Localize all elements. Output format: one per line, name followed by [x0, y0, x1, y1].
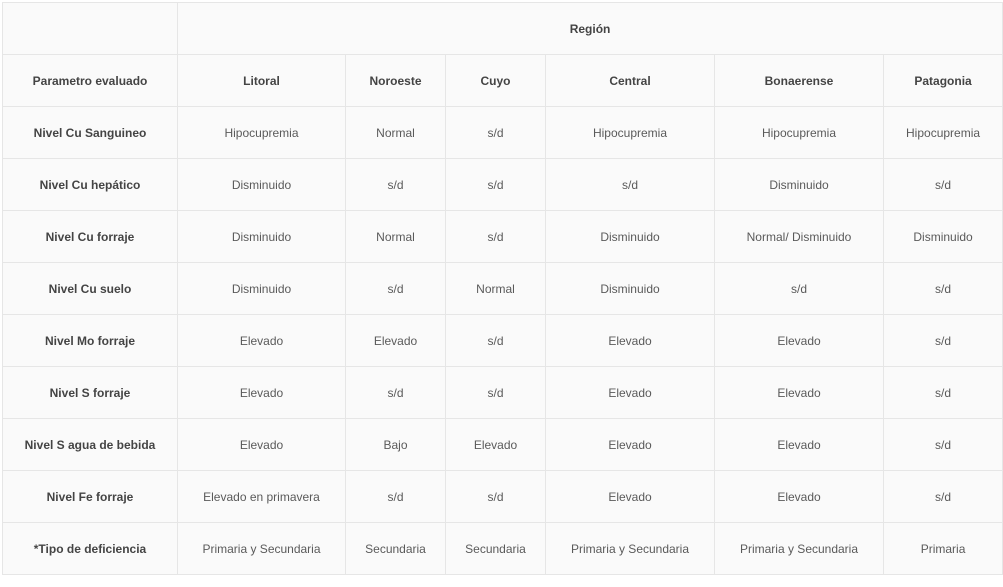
cell-litoral: Disminuido	[178, 159, 346, 211]
row-header-cell: Nivel Cu Sanguineo	[3, 107, 178, 159]
row-header-cell: Nivel Cu forraje	[3, 211, 178, 263]
table-row	[3, 159, 1003, 211]
column-header-patagonia: Patagonia	[884, 55, 1003, 107]
cell-bonaerense: Elevado	[715, 471, 884, 523]
cell-cuyo: Elevado	[446, 419, 546, 471]
column-header-bonaerense: Bonaerense	[715, 55, 884, 107]
cell-central: Primaria y Secundaria	[546, 523, 715, 575]
cell-cuyo: Secundaria	[446, 523, 546, 575]
cell-cuyo: s/d	[446, 315, 546, 367]
cell-central: Elevado	[546, 471, 715, 523]
table-row	[3, 211, 1003, 263]
cell-central: Elevado	[546, 315, 715, 367]
cell-noroeste: s/d	[346, 159, 446, 211]
cell-patagonia: s/d	[884, 471, 1003, 523]
cell-litoral: Hipocupremia	[178, 107, 346, 159]
table-row	[3, 315, 1003, 367]
cell-bonaerense: Normal/ Disminuido	[715, 211, 884, 263]
cell-noroeste: Normal	[346, 107, 446, 159]
row-header-cell: Nivel Cu hepático	[3, 159, 178, 211]
cell-cuyo: s/d	[446, 471, 546, 523]
cell-patagonia: s/d	[884, 263, 1003, 315]
cell-bonaerense: Hipocupremia	[715, 107, 884, 159]
row-header-cell: Nivel Cu suelo	[3, 263, 178, 315]
table-body	[3, 107, 1003, 575]
group-header-row	[3, 3, 1003, 55]
cell-patagonia: s/d	[884, 367, 1003, 419]
cell-cuyo: Normal	[446, 263, 546, 315]
cell-bonaerense: Elevado	[715, 315, 884, 367]
cell-noroeste: Bajo	[346, 419, 446, 471]
cell-central: Hipocupremia	[546, 107, 715, 159]
cell-patagonia: Primaria	[884, 523, 1003, 575]
cell-patagonia: s/d	[884, 419, 1003, 471]
cell-bonaerense: Elevado	[715, 367, 884, 419]
cell-bonaerense: Disminuido	[715, 159, 884, 211]
cell-patagonia: Disminuido	[884, 211, 1003, 263]
cell-central: Elevado	[546, 419, 715, 471]
cell-litoral: Primaria y Secundaria	[178, 523, 346, 575]
cell-patagonia: Hipocupremia	[884, 107, 1003, 159]
cell-noroeste: Secundaria	[346, 523, 446, 575]
cell-noroeste: s/d	[346, 367, 446, 419]
column-header-parametro: Parametro evaluado	[3, 55, 178, 107]
cell-central: s/d	[546, 159, 715, 211]
cell-central: Elevado	[546, 367, 715, 419]
cell-bonaerense: s/d	[715, 263, 884, 315]
cell-cuyo: s/d	[446, 159, 546, 211]
column-header-row	[3, 55, 1003, 107]
region-parameter-table	[2, 2, 1003, 575]
row-header-cell: Nivel Mo forraje	[3, 315, 178, 367]
cell-litoral: Elevado	[178, 367, 346, 419]
row-header-cell: Nivel S forraje	[3, 367, 178, 419]
table-row	[3, 471, 1003, 523]
cell-patagonia: s/d	[884, 159, 1003, 211]
cell-central: Disminuido	[546, 263, 715, 315]
cell-litoral: Elevado en primavera	[178, 471, 346, 523]
cell-noroeste: Normal	[346, 211, 446, 263]
row-header-cell: Nivel Fe forraje	[3, 471, 178, 523]
cell-cuyo: s/d	[446, 367, 546, 419]
column-header-central: Central	[546, 55, 715, 107]
cell-litoral: Elevado	[178, 419, 346, 471]
cell-cuyo: s/d	[446, 211, 546, 263]
table-row	[3, 523, 1003, 575]
column-header-litoral: Litoral	[178, 55, 346, 107]
cell-patagonia: s/d	[884, 315, 1003, 367]
table-row	[3, 263, 1003, 315]
cell-noroeste: s/d	[346, 471, 446, 523]
cell-noroeste: s/d	[346, 263, 446, 315]
cell-cuyo: s/d	[446, 107, 546, 159]
table-row	[3, 419, 1003, 471]
cell-noroeste: Elevado	[346, 315, 446, 367]
cell-litoral: Disminuido	[178, 211, 346, 263]
corner-cell	[3, 3, 178, 55]
cell-litoral: Disminuido	[178, 263, 346, 315]
column-header-noroeste: Noroeste	[346, 55, 446, 107]
table-row	[3, 107, 1003, 159]
cell-litoral: Elevado	[178, 315, 346, 367]
column-header-cuyo: Cuyo	[446, 55, 546, 107]
cell-central: Disminuido	[546, 211, 715, 263]
table-row	[3, 367, 1003, 419]
region-group-header: Región	[178, 3, 1003, 55]
cell-bonaerense: Elevado	[715, 419, 884, 471]
row-header-cell: *Tipo de deficiencia	[3, 523, 178, 575]
row-header-cell: Nivel S agua de bebida	[3, 419, 178, 471]
cell-bonaerense: Primaria y Secundaria	[715, 523, 884, 575]
